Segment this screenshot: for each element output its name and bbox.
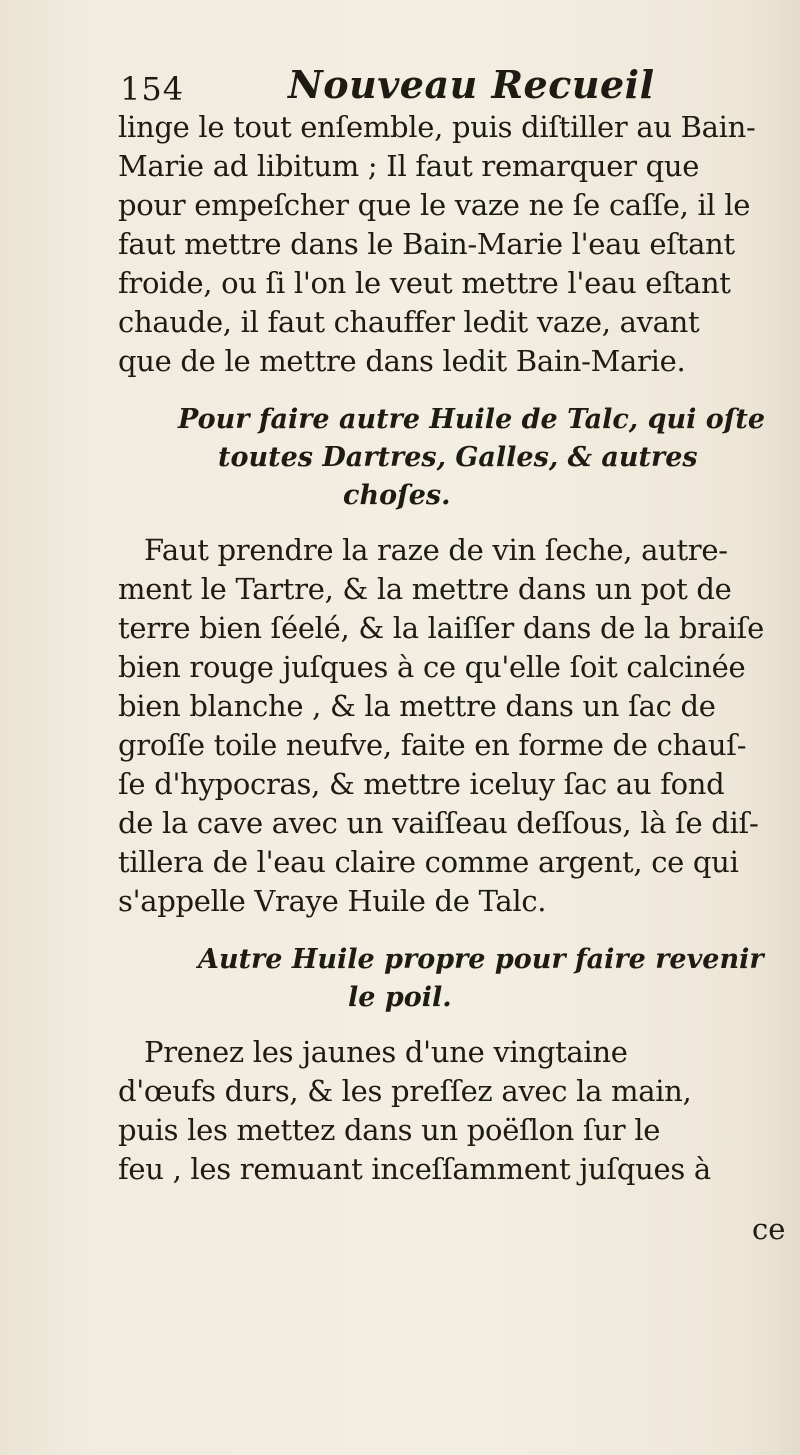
text-line: terre bien ſéelé, & la laiſſer dans de la braiſe [118,611,764,645]
text-line: ſe d'hypocras, & mettre iceluy ſac au fond [118,767,725,801]
heading-line: Autre Huile propre pour faire revenir [198,944,764,975]
text-line: s'appelle Vraye Huile de Talc. [118,884,547,918]
text-line: d'œufs durs, & les preſſez avec la main, [118,1074,692,1108]
text-line: chaude, il faut chauffer ledit vaze, avant [118,305,700,339]
heading-line: le poil. [348,982,452,1013]
text-block [118,62,798,1189]
text-line: tillera de l'eau claire comme argent, ce qui [118,845,739,879]
page-heading: Nouveau Recueil [288,62,655,107]
text-line: feu , les remuant inceſſamment juſques à [118,1152,711,1186]
section-heading-huile-de-talc [118,401,798,515]
text-line: pour empeſcher que le vaze ne ſe caſſe, il le [118,188,751,222]
text-line: Faut prendre la raze de vin ſeche, autre- [144,533,728,567]
section-heading-revenir-le-poil [118,941,798,1017]
text-line: de la cave avec un vaiſſeau deſſous, là ſe diſ- [118,806,759,840]
heading-line: Pour faire autre Huile de Talc, qui oſte [178,404,766,435]
text-line: Marie ad libitum ; Il faut remarquer que [118,149,700,183]
catchword: ce [752,1212,786,1246]
heading-line: toutes Dartres, Galles, & autres [218,442,698,473]
heading-line: choſes. [343,480,451,511]
text-line: Prenez les jaunes d'une vingtaine [144,1035,628,1069]
text-line: puis les mettez dans un poëſlon ſur le [118,1113,661,1147]
text-line: ment le Tartre, & la mettre dans un pot de [118,572,732,606]
text-line: que de le mettre dans ledit Bain-Marie. [118,344,686,378]
running-head [118,62,798,108]
text-line: linge le tout enſemble, puis diſtiller au Bain- [118,110,756,144]
text-line: froide, ou ſi l'on le veut mettre l'eau eſtant [118,266,731,300]
text-line: bien blanche , & la mettre dans un ſac de [118,689,716,723]
text-line: bien rouge juſques à ce qu'elle ſoit calcinée [118,650,746,684]
text-line: groſſe toile neufve, faite en forme de chauſ- [118,728,747,762]
paragraph-bain-marie [118,108,798,381]
text-line: faut mettre dans le Bain-Marie l'eau eſtant [118,227,735,261]
paragraph-huile-de-talc [118,531,798,921]
page-number: 154 [120,70,185,108]
paragraph-revenir-le-poil [118,1033,798,1189]
